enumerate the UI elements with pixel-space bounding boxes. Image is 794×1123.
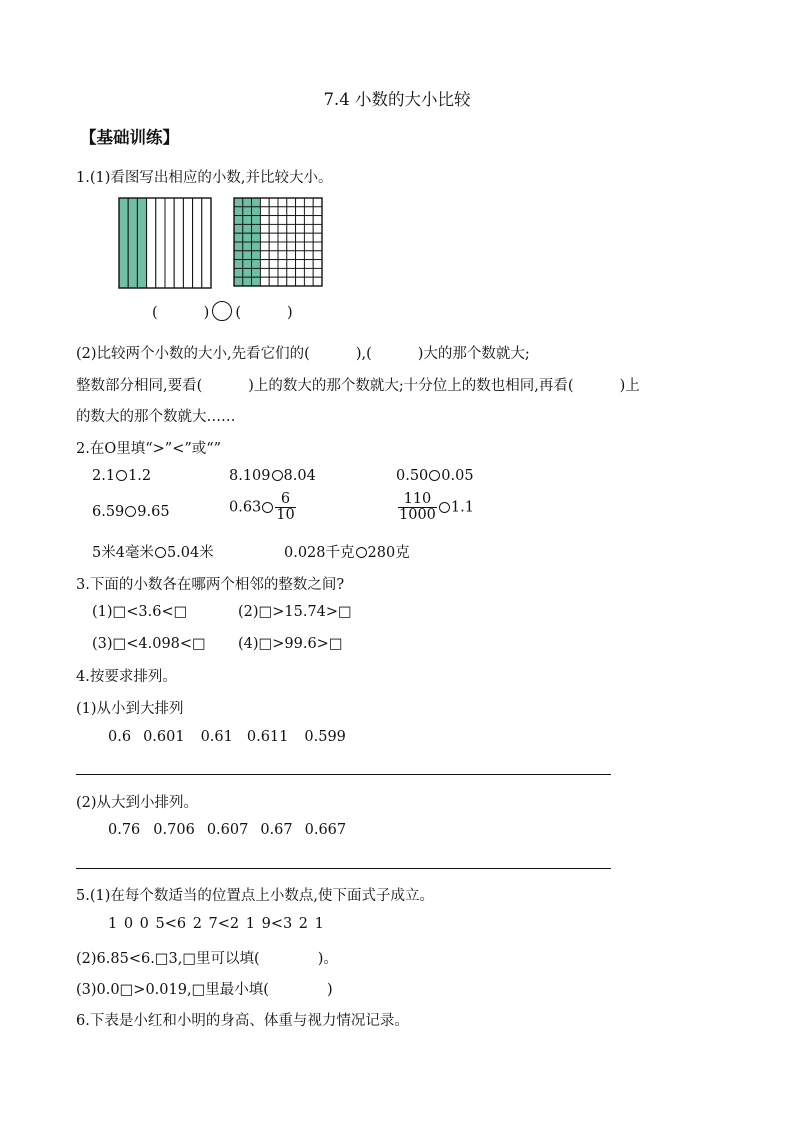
strip bbox=[174, 198, 183, 288]
q3-item-1[interactable]: (1)□<3.6<□ bbox=[92, 604, 188, 620]
fraction bbox=[275, 492, 295, 523]
shaded-strip bbox=[137, 198, 146, 288]
shaded-cell bbox=[252, 224, 261, 233]
shaded-cell bbox=[252, 233, 261, 242]
compare-circle[interactable] bbox=[262, 502, 273, 513]
grid-cell bbox=[278, 198, 287, 207]
q5-p3-text: (3)0.0□>0.019,□里最小填( bbox=[76, 982, 269, 998]
q1-p3-text-b: )上的数大的那个数就大;十分位上的数也相同,再看( bbox=[248, 378, 574, 394]
q3-item-4[interactable]: (4)□>99.6>□ bbox=[238, 636, 343, 652]
grid-cell bbox=[304, 224, 313, 233]
q2-num: 5.04米 bbox=[166, 545, 214, 561]
grid-cell bbox=[296, 251, 305, 260]
grid-cell bbox=[278, 216, 287, 225]
shaded-cell bbox=[252, 207, 261, 216]
grid-cell bbox=[313, 198, 322, 207]
shaded-cell bbox=[243, 277, 252, 286]
section-heading: 【基础训练】 bbox=[80, 128, 179, 147]
q2-num: 5米4毫米 bbox=[92, 545, 154, 561]
fraction-numerator: 110 bbox=[398, 492, 437, 508]
left-paren-open: ( bbox=[152, 305, 158, 321]
grid-cell bbox=[269, 224, 278, 233]
q6-heading: 6.下表是小红和小明的身高、体重与视力情况记录。 bbox=[76, 1013, 409, 1029]
q2-item-8 bbox=[284, 541, 410, 562]
q1-part2-line1 bbox=[76, 342, 530, 363]
q2-item-3 bbox=[396, 468, 474, 484]
q4-number: 0.61 bbox=[200, 729, 233, 745]
right-paren-open: ( bbox=[235, 305, 242, 321]
compare-circle[interactable] bbox=[212, 301, 232, 321]
q1-p2-text-c: )大的那个数就大; bbox=[417, 346, 530, 362]
q3-heading: 3.下面的小数各在哪两个相邻的整数之间? bbox=[76, 577, 345, 593]
grid-cell bbox=[287, 207, 296, 216]
grid-cell bbox=[260, 216, 269, 225]
q2-num: 8.04 bbox=[283, 468, 316, 484]
compare-circle[interactable] bbox=[356, 547, 367, 558]
q2-heading: 2.在O里填“>”<”或“” bbox=[76, 441, 222, 457]
strip bbox=[165, 198, 174, 288]
shaded-cell bbox=[243, 207, 252, 216]
grid-cell bbox=[278, 277, 287, 286]
shaded-cell bbox=[234, 216, 243, 225]
q4-heading: 4.按要求排列。 bbox=[76, 669, 177, 685]
shaded-cell bbox=[243, 198, 252, 207]
q4-number: 0.607 bbox=[206, 822, 249, 838]
grid-cell bbox=[260, 207, 269, 216]
grid-cell bbox=[269, 198, 278, 207]
q2-num: 0.028千克 bbox=[284, 545, 355, 561]
shaded-cell bbox=[234, 233, 243, 242]
grid-cell bbox=[269, 242, 278, 251]
strip bbox=[147, 198, 156, 288]
q2-num: 0.63 bbox=[229, 499, 262, 516]
shaded-cell bbox=[234, 260, 243, 269]
right-paren-close: ) bbox=[287, 305, 293, 321]
shaded-cell bbox=[234, 268, 243, 277]
q4-sub2: (2)从大到小排列。 bbox=[76, 795, 199, 811]
q1-p2-text-a: (2)比较两个小数的大小,先看它们的( bbox=[76, 346, 310, 362]
answer-line-1[interactable] bbox=[76, 774, 611, 775]
grid-cell bbox=[269, 260, 278, 269]
compare-circle[interactable] bbox=[429, 470, 440, 481]
shaded-cell bbox=[252, 242, 261, 251]
grid-cell bbox=[304, 268, 313, 277]
grid-cell bbox=[296, 207, 305, 216]
grid-cell bbox=[313, 233, 322, 242]
q2-num: 280克 bbox=[367, 545, 410, 561]
q1-part2-line2 bbox=[76, 374, 640, 395]
shaded-cell bbox=[243, 251, 252, 260]
grid-cell bbox=[269, 207, 278, 216]
q2-num: 0.05 bbox=[441, 468, 474, 484]
strip bbox=[202, 198, 211, 288]
grid-cell bbox=[296, 268, 305, 277]
grid-cell bbox=[269, 277, 278, 286]
shaded-cell bbox=[234, 242, 243, 251]
compare-circle[interactable] bbox=[125, 506, 136, 517]
shaded-strip bbox=[119, 198, 128, 288]
q4-number: 0.611 bbox=[246, 729, 289, 745]
grid-cell bbox=[278, 242, 287, 251]
grid-cell bbox=[287, 216, 296, 225]
compare-circle[interactable] bbox=[272, 470, 283, 481]
grid-cell bbox=[260, 268, 269, 277]
grid-cell bbox=[278, 207, 287, 216]
q5-heading: 5.(1)在每个数适当的位置点上小数点,使下面式子成立。 bbox=[76, 888, 434, 904]
grid-cell bbox=[278, 224, 287, 233]
grid-cell bbox=[304, 277, 313, 286]
grid-cell bbox=[313, 224, 322, 233]
q1-p2-text-b: ),( bbox=[355, 346, 372, 362]
grid-cell bbox=[304, 233, 313, 242]
grid-cell bbox=[278, 251, 287, 260]
hundredths-grid-figure bbox=[232, 196, 324, 288]
grid-cell bbox=[313, 251, 322, 260]
q1-p3-text-a: 整数部分相同,要看( bbox=[76, 378, 203, 394]
strip bbox=[156, 198, 165, 288]
grid-cell bbox=[313, 207, 322, 216]
q4-numbers-1 bbox=[108, 729, 346, 745]
q1-part1-text: 1.(1)看图写出相应的小数,并比较大小。 bbox=[76, 170, 333, 186]
fraction-numerator: 6 bbox=[275, 492, 295, 508]
q2-item-6 bbox=[397, 492, 474, 523]
q4-number: 0.667 bbox=[304, 822, 347, 838]
q5-p2-text: (2)6.85<6.□3,□里可以填( bbox=[76, 951, 260, 967]
grid-cell bbox=[287, 277, 296, 286]
grid-cell bbox=[287, 242, 296, 251]
q2-item-1 bbox=[92, 468, 151, 484]
grid-cell bbox=[287, 268, 296, 277]
q4-number: 0.706 bbox=[153, 822, 195, 838]
q2-num: 6.59 bbox=[92, 504, 125, 520]
grid-cell bbox=[296, 224, 305, 233]
grid-cell bbox=[278, 260, 287, 269]
q1-p3-text-c: )上 bbox=[619, 378, 640, 394]
shaded-cell bbox=[252, 277, 261, 286]
q4-numbers-2 bbox=[108, 822, 346, 838]
shaded-cell bbox=[234, 277, 243, 286]
grid-cell bbox=[260, 224, 269, 233]
grid-cell bbox=[269, 268, 278, 277]
shaded-cell bbox=[252, 216, 261, 225]
shaded-cell bbox=[243, 242, 252, 251]
strip bbox=[193, 198, 202, 288]
grid-cell bbox=[313, 277, 322, 286]
grid-cell bbox=[296, 242, 305, 251]
grid-cell bbox=[260, 242, 269, 251]
q3-item-2[interactable]: (2)□>15.74>□ bbox=[238, 604, 352, 620]
q1-part2-line3: 的数大的那个数就大…… bbox=[76, 409, 236, 425]
q5-part3 bbox=[76, 978, 333, 999]
q1-compare-row bbox=[152, 301, 293, 321]
fraction-denominator: 10 bbox=[276, 507, 295, 524]
grid-cell bbox=[287, 198, 296, 207]
shaded-strip bbox=[128, 198, 137, 288]
shaded-cell bbox=[234, 207, 243, 216]
grid-cell bbox=[287, 260, 296, 269]
grid-cell bbox=[269, 216, 278, 225]
grid-cell bbox=[287, 233, 296, 242]
q2-num: 8.109 bbox=[229, 468, 271, 484]
shaded-cell bbox=[243, 224, 252, 233]
grid-cell bbox=[304, 260, 313, 269]
q2-num: 2.1 bbox=[92, 468, 116, 484]
q2-item-7 bbox=[92, 541, 214, 562]
q4-number: 0.601 bbox=[143, 729, 185, 745]
compare-circle[interactable] bbox=[155, 547, 166, 558]
shaded-cell bbox=[252, 268, 261, 277]
grid-cell bbox=[260, 260, 269, 269]
grid-cell bbox=[296, 260, 305, 269]
shaded-cell bbox=[252, 260, 261, 269]
grid-cell bbox=[278, 268, 287, 277]
grid-cell bbox=[304, 198, 313, 207]
grid-cell bbox=[269, 233, 278, 242]
q5-part2 bbox=[76, 947, 338, 968]
q4-number: 0.6 bbox=[108, 729, 132, 745]
q2-num: 0.50 bbox=[396, 468, 429, 484]
shaded-cell bbox=[252, 251, 261, 260]
q3-item-3[interactable]: (3)□<4.098<□ bbox=[92, 636, 206, 652]
q2-item-5 bbox=[229, 492, 297, 523]
grid-cell bbox=[287, 224, 296, 233]
grid-cell bbox=[296, 233, 305, 242]
grid-cell bbox=[304, 242, 313, 251]
q4-number: 0.599 bbox=[304, 729, 346, 745]
grid-cell bbox=[260, 198, 269, 207]
left-paren-close: ) bbox=[203, 305, 210, 321]
fraction bbox=[398, 492, 437, 523]
grid-cell bbox=[287, 251, 296, 260]
shaded-cell bbox=[243, 216, 252, 225]
shaded-cell bbox=[243, 233, 252, 242]
grid-cell bbox=[313, 242, 322, 251]
compare-circle[interactable] bbox=[439, 502, 450, 513]
answer-line-2[interactable] bbox=[76, 868, 611, 869]
grid-cell bbox=[296, 277, 305, 286]
grid-cell bbox=[260, 277, 269, 286]
strip bbox=[183, 198, 192, 288]
q2-item-2 bbox=[229, 468, 316, 484]
grid-cell bbox=[313, 260, 322, 269]
grid-cell bbox=[313, 268, 322, 277]
q5-expression[interactable]: 1 0 0 5<6 2 7<2 1 9<3 2 1 bbox=[108, 916, 324, 932]
shaded-cell bbox=[234, 251, 243, 260]
q4-number: 0.76 bbox=[108, 822, 141, 838]
q2-item-4 bbox=[92, 504, 170, 520]
fraction-denominator: 1000 bbox=[399, 507, 436, 524]
tenths-strip-figure bbox=[117, 196, 213, 290]
q4-sub1: (1)从小到大排列 bbox=[76, 701, 184, 717]
q2-num: 9.65 bbox=[137, 504, 170, 520]
grid-cell bbox=[304, 216, 313, 225]
grid-cell bbox=[269, 251, 278, 260]
shaded-cell bbox=[234, 224, 243, 233]
shaded-cell bbox=[243, 260, 252, 269]
q5-p2-end: )。 bbox=[317, 951, 338, 967]
grid-cell bbox=[278, 233, 287, 242]
grid-cell bbox=[304, 251, 313, 260]
grid-cell bbox=[296, 216, 305, 225]
grid-cell bbox=[304, 207, 313, 216]
grid-cell bbox=[260, 233, 269, 242]
grid-cell bbox=[260, 251, 269, 260]
shaded-cell bbox=[252, 198, 261, 207]
shaded-cell bbox=[234, 198, 243, 207]
compare-circle[interactable] bbox=[116, 470, 127, 481]
q5-p3-end: ) bbox=[326, 982, 333, 998]
page-title: 7.4 小数的大小比较 bbox=[323, 90, 471, 109]
q4-number: 0.67 bbox=[260, 822, 293, 838]
shaded-cell bbox=[243, 268, 252, 277]
grid-cell bbox=[296, 198, 305, 207]
q2-num: 1.2 bbox=[128, 468, 152, 484]
q2-num: 1.1 bbox=[450, 499, 474, 516]
grid-cell bbox=[313, 216, 322, 225]
